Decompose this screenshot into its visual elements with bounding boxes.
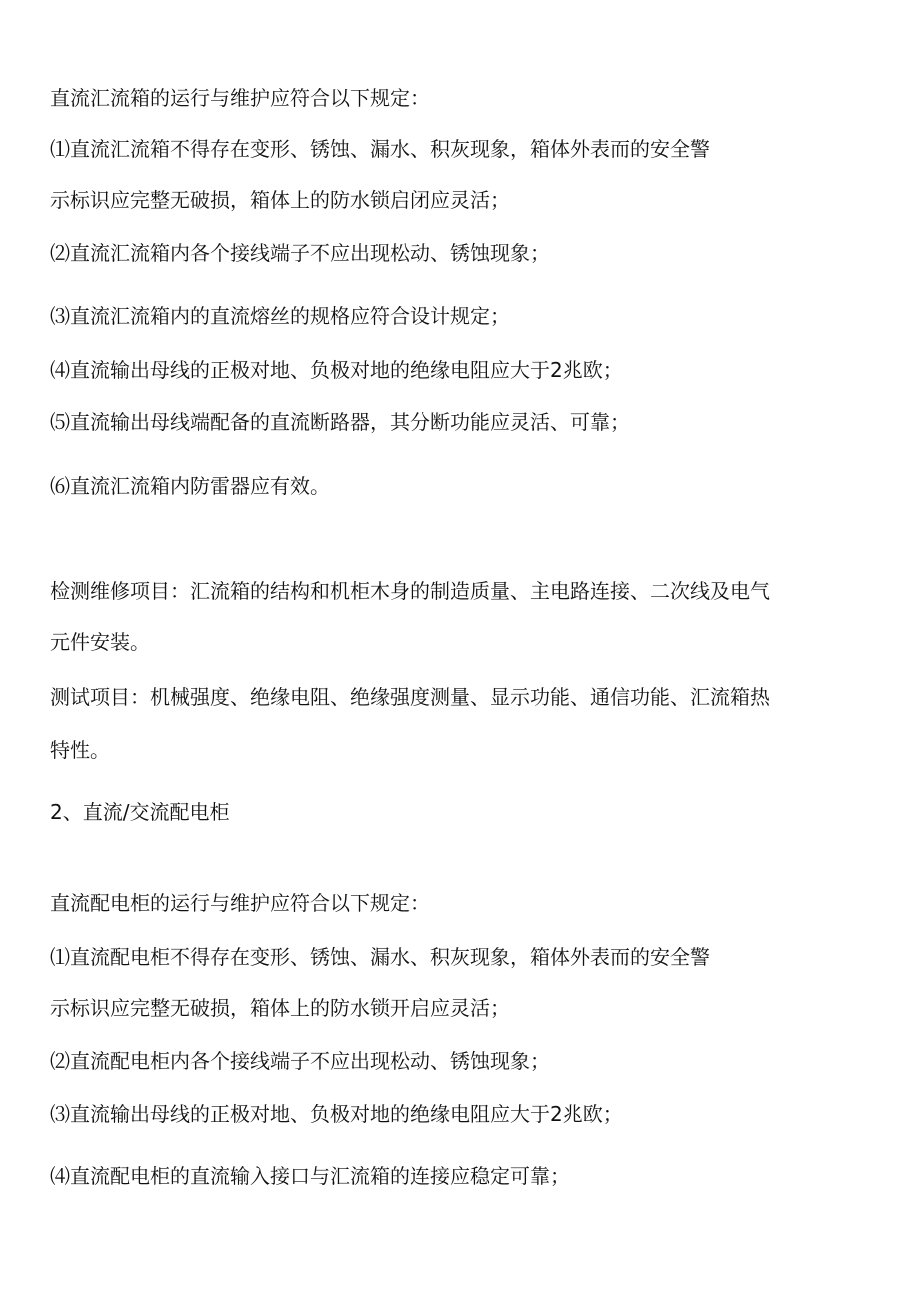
section1-item1-line2: 示标识应完整无破损，箱体上的防水锁启闭应灵活； [50, 188, 510, 212]
section2-item4: ⑷直流配电柜的直流输入接口与汇流箱的连接应稳定可靠； [50, 1164, 570, 1188]
section1-item5: ⑸直流输出母线端配备的直流断路器，其分断功能应灵活、可靠； [50, 410, 630, 434]
section1-item2: ⑵直流汇流箱内各个接线端子不应出现松动、锈蚀现象； [50, 241, 550, 265]
section1-intro: 直流汇流箱的运行与维护应符合以下规定： [50, 86, 430, 110]
inspection-items-line2: 元件安装。 [50, 630, 150, 654]
section1-item3: ⑶直流汇流箱内的直流熔丝的规格应符合设计规定； [50, 304, 510, 328]
section2-item1-line1: ⑴直流配电柜不得存在变形、锈蚀、漏水、积灰现象，箱体外表而的安全警 [50, 945, 710, 969]
section1-item6: ⑹直流汇流箱内防雷器应有效。 [50, 474, 330, 498]
section2-item1-line2: 示标识应完整无破损，箱体上的防水锁开启应灵活； [50, 996, 510, 1020]
section2-heading: 2、直流/交流配电柜 [50, 800, 230, 824]
section2-item2: ⑵直流配电柜内各个接线端子不应出现松动、锈蚀现象； [50, 1049, 550, 1073]
section2-item3: ⑶直流输出母线的正极对地、负极对地的绝缘电阻应大于2兆欧； [50, 1102, 623, 1126]
inspection-items-line1: 检测维修项目：汇流箱的结构和机柜木身的制造质量、主电路连接、二次线及电气 [50, 579, 770, 603]
section1-item4: ⑷直流输出母线的正极对地、负极对地的绝缘电阻应大于2兆欧； [50, 358, 623, 382]
section1-item1-line1: ⑴直流汇流箱不得存在变形、锈蚀、漏水、积灰现象，箱体外表而的安全警 [50, 137, 710, 161]
test-items-line2: 特性。 [50, 738, 110, 762]
test-items-line1: 测试项目：机械强度、绝缘电阻、绝缘强度测量、显示功能、通信功能、汇流箱热 [50, 685, 770, 709]
section2-intro: 直流配电柜的运行与维护应符合以下规定： [50, 891, 430, 915]
